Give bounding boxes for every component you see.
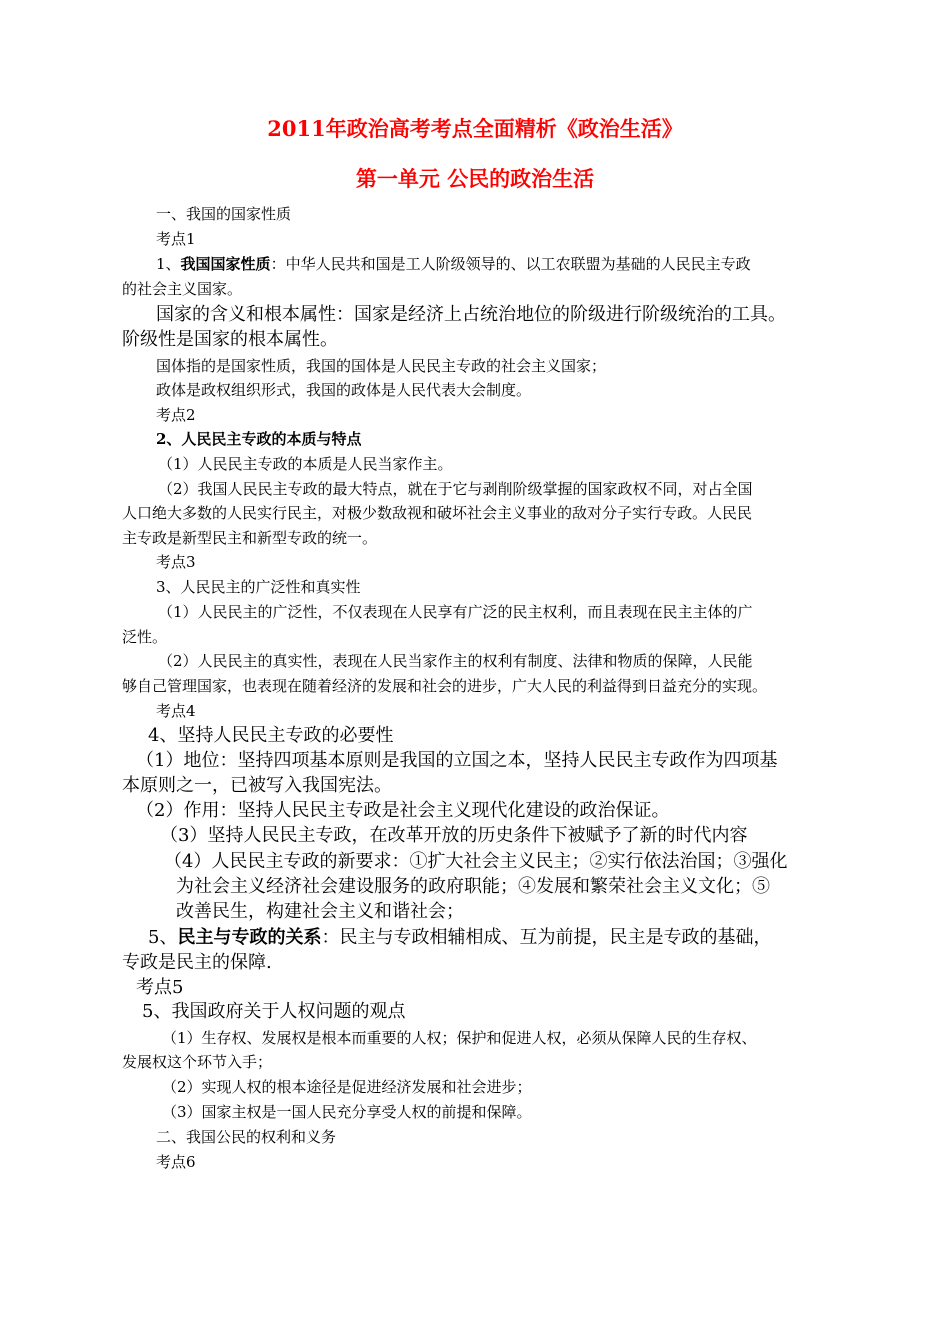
paragraph-line: 政体是政权组织形式，我国的政体是人民代表大会制度。 <box>156 381 532 399</box>
paragraph-line: （2）作用：坚持人民民主专政是社会主义现代化建设的政治保证。 <box>136 800 670 821</box>
paragraph-line: 国体指的是国家性质，我国的国体是人民民主专政的社会主义国家； <box>156 357 607 375</box>
kaodian-label: 考点6 <box>156 1153 196 1171</box>
paragraph-line: 泛性。 <box>122 628 168 646</box>
item-number: 1、 <box>156 255 181 273</box>
kaodian-label: 考点3 <box>156 553 196 571</box>
paragraph-line: 的社会主义国家。 <box>122 280 243 298</box>
item-number: 5、 <box>148 927 178 948</box>
kaodian-label: 考点2 <box>156 406 196 424</box>
subsection-heading: 2、人民民主专政的本质与特点 <box>156 430 362 448</box>
paragraph <box>148 927 771 949</box>
kaodian-label: 考点4 <box>156 702 196 720</box>
paragraph-line: （1）人民民主的广泛性，不仅表现在人民享有广泛的民主权利，而且表现在民主主体的广 <box>158 603 753 621</box>
paragraph-line: （3）国家主权是一国人民充分享受人权的前提和保障。 <box>162 1103 532 1121</box>
paragraph-line: （1）人民民主专政的本质是人民当家作主。 <box>158 455 453 473</box>
subsection-heading: 3、人民民主的广泛性和真实性 <box>156 578 361 596</box>
bold-term: 民主与专政的关系 <box>177 927 322 948</box>
paragraph-line: （2）实现人权的根本途径是促进经济发展和社会进步； <box>162 1078 532 1096</box>
paragraph-line: （2）人民民主的真实性，表现在人民当家作主的权利有制度、法律和物质的保障，人民能 <box>158 652 753 670</box>
section-heading: 一、我国的国家性质 <box>156 205 292 223</box>
paragraph-line: （3）坚持人民民主专政，在改革开放的历史条件下被赋予了新的时代内容 <box>160 825 748 846</box>
section-heading: 二、我国公民的权利和义务 <box>156 1128 337 1146</box>
paragraph-line: 阶级性是国家的根本属性。 <box>122 329 338 350</box>
subsection-heading: 5、我国政府关于人权问题的观点 <box>142 1001 406 1022</box>
unit-title: 第一单元 公民的政治生活 <box>355 166 595 191</box>
bold-term: 我国国家性质 <box>180 255 271 273</box>
paragraph-line: 发展权这个环节入手； <box>122 1053 273 1071</box>
paragraph-line: 改善民生，构建社会主义和谐社会； <box>176 901 464 922</box>
paragraph-text: ：民主与专政相辅相成、互为前提，民主是专政的基础， <box>321 927 772 948</box>
paragraph-line: 为社会主义经济社会建设服务的政府职能；④发展和繁荣社会主义文化；⑤ <box>176 876 770 897</box>
kaodian-label: 考点1 <box>156 230 196 248</box>
paragraph-line: （1）地位：坚持四项基本原则是我国的立国之本，坚持人民民主专政作为四项基 <box>136 750 778 771</box>
paragraph-line: （4）人民民主专政的新要求：①扩大社会主义民主；②实行依法治国；③强化 <box>164 851 788 872</box>
paragraph-line: 主专政是新型民主和新型专政的统一。 <box>122 529 378 547</box>
kaodian-label: 考点5 <box>136 977 184 998</box>
paragraph <box>156 255 751 273</box>
paragraph-text: ：中华人民共和国是工人阶级领导的、以工农联盟为基础的人民民主专政 <box>270 255 751 273</box>
paragraph-line: 本原则之一，已被写入我国宪法。 <box>122 775 392 796</box>
paragraph-line: （1）生存权、发展权是根本而重要的人权；保护和促进人权，必须从保障人民的生存权、 <box>162 1029 757 1047</box>
paragraph-line: 国家的含义和根本属性：国家是经济上占统治地位的阶级进行阶级统治的工具。 <box>156 304 786 325</box>
document-title: 2011年政治高考考点全面精析《政治生活》 <box>267 116 683 141</box>
subsection-heading: 4、坚持人民民主专政的必要性 <box>148 725 394 746</box>
paragraph-line: （2）我国人民民主专政的最大特点，就在于它与剥削阶级掌握的国家政权不同，对占全国 <box>158 480 753 498</box>
paragraph-line: 专政是民主的保障. <box>122 952 272 973</box>
paragraph-line: 够自己管理国家，也表现在随着经济的发展和社会的进步，广大人民的利益得到日益充分的实现。 <box>122 677 768 695</box>
paragraph-line: 人口绝大多数的人民实行民主，对极少数敌视和破坏社会主义事业的敌对分子实行专政。人民民 <box>122 504 753 522</box>
